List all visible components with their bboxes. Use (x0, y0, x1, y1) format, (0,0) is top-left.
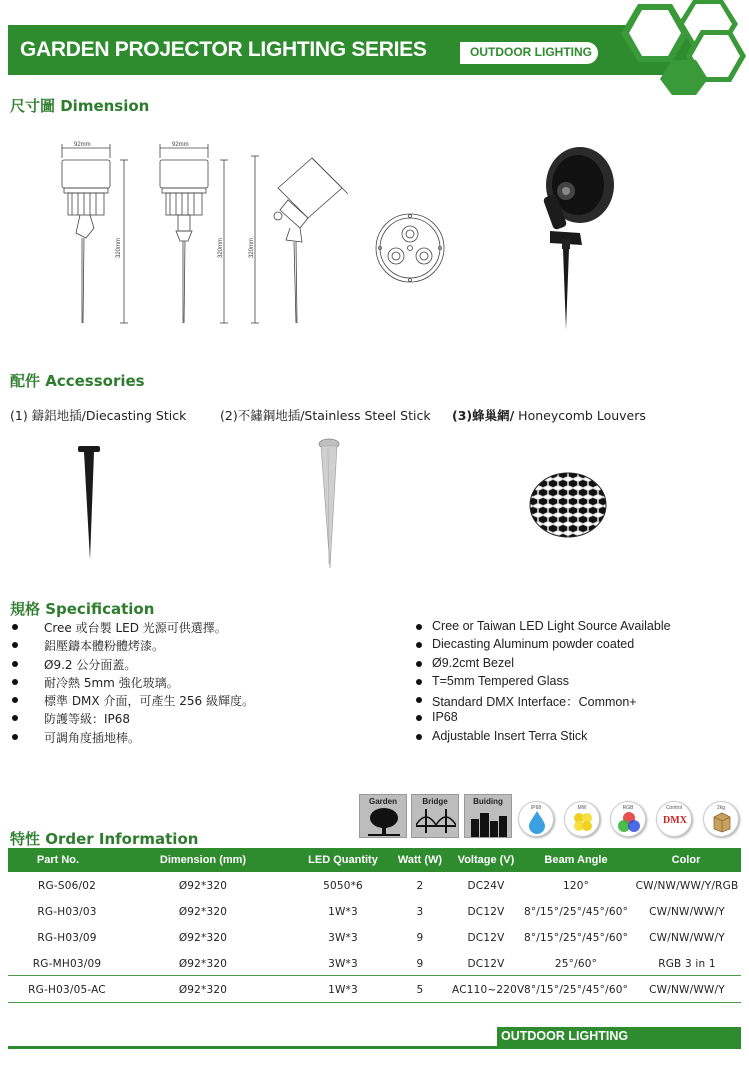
hexagon-decoration-icon (600, 0, 749, 95)
bullet-icon (12, 715, 18, 721)
table-row (8, 925, 741, 951)
feature-mw (564, 801, 600, 837)
cell-dimension: Ø92*320 (178, 958, 228, 970)
feature-label: IP68 (530, 805, 542, 811)
bullet-icon (416, 734, 422, 740)
dmx-icon: DMX (663, 815, 687, 826)
product-photo (520, 135, 630, 335)
cell-dimension: Ø92*320 (178, 906, 228, 918)
accessories-title: 配件 Accessories (10, 372, 145, 390)
spec-item-text: 耐冷熱 5mm 強化玻璃。 (44, 675, 179, 690)
height-label-1: 320mm (116, 237, 122, 258)
footer-label: OUTDOOR LIGHTING (501, 1029, 629, 1043)
feature-label: Control (665, 805, 683, 811)
cell-dimension: Ø92*320 (178, 880, 228, 892)
bullet-icon (416, 624, 422, 630)
spec-item (10, 692, 254, 710)
spec-item (414, 674, 671, 692)
cell-watt: 9 (416, 958, 424, 970)
cell-led-quantity: 1W*3 (328, 984, 358, 996)
table-row (8, 873, 741, 899)
cell-part-no: RG-MH03/09 (32, 958, 102, 970)
rgb-icon (617, 811, 641, 833)
specification-title: 規格 Specification (10, 600, 155, 618)
bullet-icon (416, 697, 422, 703)
cell-beam-angle: 120° (562, 880, 590, 892)
order-title: 特性 Order Information (10, 830, 199, 848)
accessory-label-honeycomb-prefix: (3)蜂巢網/ (452, 408, 515, 423)
spec-item-text: Ø9.2cmt Bezel (432, 655, 514, 670)
spec-item (10, 729, 254, 747)
application-garden (359, 794, 407, 838)
spec-item (414, 637, 671, 655)
cell-part-no: RG-H03/05-AC (28, 984, 106, 996)
feature-ip68 (518, 801, 554, 837)
accessory-label-honeycomb-suffix: Honeycomb Louvers (514, 408, 646, 423)
cell-led-quantity: 5050*6 (323, 880, 363, 892)
bullet-icon (12, 624, 18, 630)
column-header: Part No. (36, 854, 80, 866)
diecasting-stick-image (72, 440, 112, 565)
cell-led-quantity: 1W*3 (328, 906, 358, 918)
dimension-title: 尺寸圖 Dimension (10, 97, 150, 115)
bullet-icon (12, 661, 18, 667)
spec-item (10, 674, 254, 692)
spec-item (10, 710, 254, 728)
row-separator (8, 1002, 741, 1003)
application-label: Garden (368, 797, 397, 806)
feature-dmx (656, 801, 692, 837)
cell-color: CW/NW/WW/Y/RGB (635, 880, 739, 892)
column-header: Dimension (mm) (159, 854, 247, 866)
building-icon (469, 809, 509, 837)
bridge-icon (416, 807, 456, 837)
spec-item-text: Standard DMX Interface：Common+ (432, 695, 637, 710)
application-building (464, 794, 512, 838)
cell-watt: 3 (416, 906, 424, 918)
spec-item (414, 710, 671, 728)
spec-item (10, 637, 254, 655)
footer-tab (497, 1027, 741, 1046)
cell-watt: 9 (416, 932, 424, 944)
dimension-drawings (50, 138, 470, 338)
application-bridge (411, 794, 459, 838)
height-label-2: 320mm (218, 237, 224, 258)
cell-color: RGB 3 in 1 (658, 958, 716, 970)
cell-watt: 5 (416, 984, 424, 996)
spec-item-text: IP68 (432, 710, 458, 725)
bullet-icon (12, 679, 18, 685)
cell-dimension: Ø92*320 (178, 984, 228, 996)
cell-led-quantity: 3W*3 (328, 958, 358, 970)
column-header: Watt (W) (397, 854, 443, 866)
cell-beam-angle: 8°/15°/25°/45°/60° (523, 906, 629, 918)
header-tab-label: OUTDOOR LIGHTING (470, 45, 592, 59)
spec-item (10, 656, 254, 674)
cell-part-no: RG-H03/03 (37, 906, 97, 918)
width-label-1: 92mm (74, 142, 91, 148)
cell-voltage: AC110~220V (452, 984, 525, 996)
cell-dimension: Ø92*320 (178, 932, 228, 944)
spec-item (10, 619, 254, 637)
feature-weight (703, 801, 739, 837)
cell-voltage: DC12V (467, 958, 505, 970)
cell-led-quantity: 3W*3 (328, 932, 358, 944)
footer-line (8, 1046, 741, 1049)
width-label-2: 92mm (172, 142, 189, 148)
table-row (8, 977, 741, 1003)
page-title: GARDEN PROJECTOR LIGHTING SERIES (20, 38, 427, 61)
bullet-icon (416, 715, 422, 721)
cell-voltage: DC24V (467, 880, 505, 892)
column-header: LED Quantity (308, 854, 378, 866)
accessory-label-honeycomb (452, 406, 646, 424)
table-header (8, 848, 741, 872)
spec-item (414, 729, 671, 747)
box-icon (712, 811, 732, 833)
accessory-label-diecasting: (1) 鑄鋁地插/Diecasting Stick (10, 408, 187, 423)
spec-item-text: Ø9.2 公分面蓋。 (44, 657, 137, 672)
row-separator (8, 975, 741, 976)
tree-icon (366, 807, 402, 837)
feature-label: MW (577, 805, 587, 811)
feature-label: RGB (622, 805, 634, 811)
spec-item-text: 鋁壓鑄本體粉體烤漆。 (44, 639, 165, 654)
bullet-icon (416, 661, 422, 667)
cell-beam-angle: 8°/15°/25°/45°/60° (523, 932, 629, 944)
application-label: Buiding (473, 797, 503, 806)
cell-voltage: DC12V (467, 906, 505, 918)
cell-part-no: RG-S06/02 (38, 880, 96, 892)
bullet-icon (12, 734, 18, 740)
column-header: Color (671, 854, 701, 866)
bullet-icon (12, 697, 18, 703)
cell-part-no: RG-H03/09 (37, 932, 97, 944)
bullet-icon (416, 642, 422, 648)
cell-beam-angle: 8°/15°/25°/45°/60° (523, 984, 629, 996)
spec-item-text: Diecasting Aluminum powder coated (432, 637, 635, 652)
spec-item-text: Cree 或台製 LED 光源可供選擇。 (44, 621, 227, 635)
feature-label: 2kg (716, 805, 726, 811)
water-drop-icon (528, 810, 546, 834)
honeycomb-louver-image (528, 470, 608, 540)
spec-item-text: 可調角度插地棒。 (44, 730, 141, 745)
cell-watt: 2 (416, 880, 424, 892)
spec-item-text: 標準 DMX 介面，可產生 256 級輝度。 (44, 694, 254, 709)
spec-list-english (414, 619, 671, 747)
column-header: Beam Angle (544, 854, 608, 866)
feature-rgb (610, 801, 646, 837)
cell-color: CW/NW/WW/Y (649, 906, 725, 918)
spec-item-text: Adjustable Insert Terra Stick (432, 728, 588, 743)
spec-item-text: 防護等級：IP68 (44, 712, 131, 727)
accessory-label-stainless: (2)不鏽鋼地插/Stainless Steel Stick (220, 408, 431, 423)
application-label: Bridge (422, 797, 448, 806)
spec-item (414, 619, 671, 637)
spec-item-text: T=5mm Tempered Glass (432, 673, 569, 688)
height-label-3: 320mm (249, 237, 255, 258)
cell-color: CW/NW/WW/Y (649, 984, 725, 996)
spec-item (414, 692, 671, 710)
cell-color: CW/NW/WW/Y (649, 932, 725, 944)
bullet-icon (416, 679, 422, 685)
bullet-icon (12, 642, 18, 648)
stainless-stick-image (310, 436, 350, 571)
spec-item-text: Cree or Taiwan LED Light Source Available (432, 619, 671, 633)
cell-voltage: DC12V (467, 932, 505, 944)
header-tab (460, 42, 598, 64)
table-row (8, 951, 741, 977)
spec-list-chinese (10, 619, 254, 747)
cell-beam-angle: 25°/60° (554, 958, 598, 970)
table-row (8, 899, 741, 925)
led-chip-icon (571, 810, 595, 834)
column-header: Voltage (V) (457, 854, 515, 866)
spec-item (414, 656, 671, 674)
